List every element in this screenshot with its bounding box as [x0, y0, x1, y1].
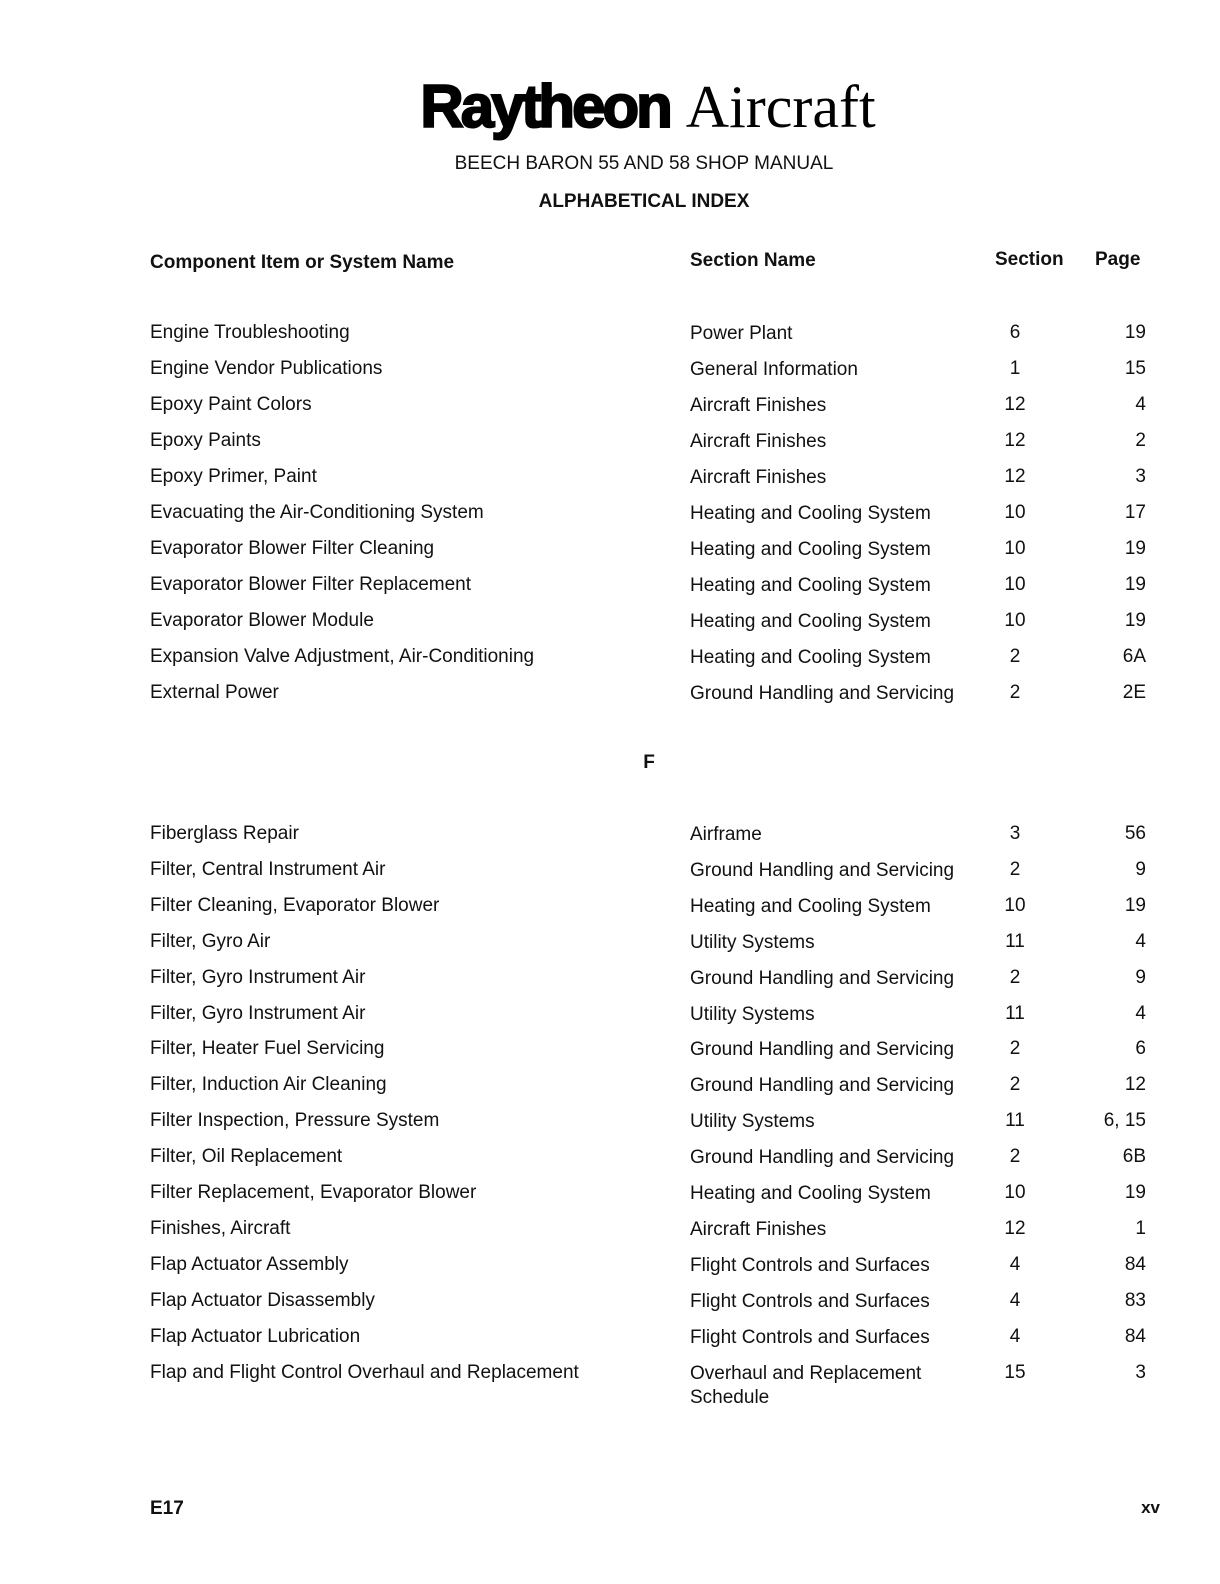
entry-page: 19	[1124, 322, 1146, 343]
entry-name: Filter, Heater Fuel Servicing	[150, 1038, 385, 1060]
entry-section-name: Airframe	[690, 824, 762, 845]
column-header-section-name: Section Name	[690, 250, 816, 271]
index-row	[0, 859, 1220, 889]
index-row	[0, 430, 1220, 460]
index-row	[0, 1361, 1220, 1408]
index-row	[0, 358, 1220, 388]
entry-section-name: Aircraft Finishes	[690, 467, 827, 488]
entry-section-number: 10	[1004, 574, 1026, 595]
entry-name: Filter, Gyro Instrument Air	[150, 966, 366, 988]
entry-name: Evaporator Blower Module	[150, 610, 374, 631]
entry-section-name: Heating and Cooling System	[690, 611, 931, 632]
index-row	[0, 895, 1220, 925]
entry-name: Filter Inspection, Pressure System	[150, 1110, 440, 1132]
entry-section-number: 2	[1009, 1146, 1021, 1168]
entry-page: 6	[1135, 1038, 1146, 1060]
entry-page: 2E	[1122, 682, 1146, 703]
index-title: ALPHABETICAL INDEX	[538, 191, 750, 212]
index-row	[0, 1110, 1220, 1140]
entry-section-number: 4	[1009, 1253, 1021, 1275]
entry-name: Filter Cleaning, Evaporator Blower	[150, 894, 440, 916]
entry-section-number: 4	[1009, 1325, 1021, 1347]
entry-name: Fiberglass Repair	[150, 823, 299, 844]
entry-name: Engine Troubleshooting	[150, 322, 350, 343]
entry-name: Evaporator Blower Filter Replacement	[150, 574, 472, 595]
entry-section-name: Heating and Cooling System	[690, 647, 931, 668]
entry-section-number: 4	[1009, 1289, 1021, 1311]
entry-name: Engine Vendor Publications	[150, 358, 383, 379]
entry-section-name: Aircraft Finishes	[690, 431, 827, 452]
entry-name: Epoxy Primer, Paint	[150, 466, 317, 487]
entry-section-name: Heating and Cooling System	[690, 539, 931, 560]
entry-section-number: 11	[1005, 1002, 1025, 1024]
entry-section-number: 10	[1004, 894, 1026, 916]
index-row	[0, 502, 1220, 532]
entry-name: Evacuating the Air-Conditioning System	[150, 502, 484, 523]
entry-page: 19	[1124, 574, 1146, 595]
entry-name: Epoxy Paints	[150, 430, 261, 451]
index-row	[0, 1182, 1220, 1212]
entry-page: 84	[1124, 1325, 1146, 1347]
entry-section-number: 12	[1004, 430, 1026, 451]
entry-page: 84	[1124, 1253, 1146, 1275]
entry-section-name: Flight Controls and Surfaces	[690, 1254, 930, 1276]
letter-heading-f: F	[643, 752, 655, 773]
entry-section-number: 12	[1004, 1217, 1026, 1239]
index-row	[0, 1003, 1220, 1033]
index-row	[0, 931, 1220, 961]
index-row	[0, 1254, 1220, 1284]
entry-page: 6A	[1122, 646, 1146, 667]
entry-section-name: Utility Systems	[690, 931, 815, 953]
index-row	[0, 394, 1220, 424]
entry-section-name: Heating and Cooling System	[690, 503, 931, 524]
index-row	[0, 538, 1220, 568]
entry-name: Flap and Flight Control Overhaul and Replacement	[150, 1361, 579, 1383]
entry-page: 19	[1124, 538, 1146, 559]
logo-aircraft: Aircraft	[685, 74, 876, 140]
entry-section-name: Flight Controls and Surfaces	[690, 1290, 930, 1312]
entry-section-name: Flight Controls and Surfaces	[690, 1326, 930, 1348]
entry-page: 4	[1135, 394, 1146, 415]
entry-page: 4	[1135, 1002, 1146, 1024]
entry-section-name: Ground Handling and Servicing	[690, 859, 955, 881]
entry-section-number: 2	[1009, 682, 1021, 703]
entry-page: 19	[1124, 1182, 1146, 1203]
entry-section-name: Utility Systems	[690, 1003, 815, 1025]
entry-section-name: Heating and Cooling System	[690, 575, 931, 596]
column-header-page: Page	[1095, 249, 1141, 270]
entry-page: 6B	[1122, 1146, 1146, 1168]
entry-section-number: 15	[1004, 1361, 1026, 1383]
entry-name: Filter, Oil Replacement	[150, 1146, 343, 1168]
entry-section-number: 3	[1009, 823, 1021, 844]
entry-page: 19	[1124, 610, 1146, 631]
entry-section-number: 10	[1004, 502, 1026, 523]
entry-section-name: Heating and Cooling System	[690, 1183, 931, 1204]
entry-name: Filter, Gyro Air	[150, 930, 271, 952]
entry-section-name: Power Plant	[690, 323, 793, 344]
index-row	[0, 1038, 1220, 1068]
entry-page: 12	[1124, 1074, 1146, 1096]
entry-name: Flap Actuator Assembly	[150, 1253, 349, 1275]
entry-section-number: 2	[1009, 1074, 1021, 1096]
index-row	[0, 967, 1220, 997]
footer-code: E17	[150, 1498, 184, 1519]
entry-page: 56	[1124, 823, 1146, 844]
entry-page: 19	[1124, 894, 1146, 916]
entry-page: 9	[1135, 858, 1146, 880]
column-header-section: Section	[995, 249, 1064, 270]
entry-section-number: 2	[1009, 858, 1021, 880]
entry-section-name: Utility Systems	[690, 1111, 815, 1133]
index-row	[0, 823, 1220, 853]
entry-section-number: 2	[1009, 1038, 1021, 1060]
entry-section-number: 11	[1005, 930, 1025, 952]
raytheon-aircraft-logo	[0, 72, 1220, 142]
entry-section-name: Overhaul and Replacement Schedule	[690, 1362, 922, 1408]
entry-page: 9	[1135, 966, 1146, 988]
index-row	[0, 1326, 1220, 1356]
entry-section-name: Ground Handling and Servicing	[690, 967, 955, 989]
entry-name: Filter, Central Instrument Air	[150, 858, 386, 880]
index-row	[0, 1074, 1220, 1104]
entry-name: External Power	[150, 682, 279, 703]
entry-page: 3	[1135, 466, 1146, 487]
entry-page: 1	[1135, 1217, 1146, 1239]
entry-name: Evaporator Blower Filter Cleaning	[150, 538, 435, 559]
index-row	[0, 574, 1220, 604]
index-row	[0, 1146, 1220, 1176]
entry-section-number: 2	[1009, 966, 1021, 988]
entry-page: 4	[1135, 930, 1146, 952]
entry-page: 83	[1124, 1289, 1146, 1311]
entry-name: Filter, Gyro Instrument Air	[150, 1002, 366, 1024]
entry-section-name: Heating and Cooling System	[690, 895, 931, 917]
entry-name: Filter Replacement, Evaporator Blower	[150, 1182, 477, 1203]
entry-section-number: 12	[1004, 394, 1026, 415]
entry-page: 3	[1135, 1361, 1146, 1383]
index-row	[0, 1290, 1220, 1320]
logo-brand: Raytheon	[420, 73, 670, 140]
entry-section-name: General Information	[690, 359, 858, 380]
footer-page-number: xv	[1141, 1498, 1160, 1517]
entry-name: Expansion Valve Adjustment, Air-Conditioning	[150, 646, 535, 667]
entry-name: Epoxy Paint Colors	[150, 394, 312, 415]
entry-section-name: Ground Handling and Servicing	[690, 1039, 955, 1061]
entry-page: 17	[1124, 502, 1146, 523]
index-row	[0, 322, 1220, 352]
entry-section-name: Ground Handling and Servicing	[690, 1075, 955, 1097]
entry-section-number: 12	[1004, 466, 1026, 487]
entry-name: Flap Actuator Lubrication	[150, 1325, 361, 1347]
entry-section-name: Aircraft Finishes	[690, 395, 827, 416]
entry-page: 6, 15	[1103, 1110, 1146, 1132]
entry-name: Filter, Induction Air Cleaning	[150, 1074, 387, 1096]
entry-section-number: 1	[1009, 358, 1021, 379]
entry-section-name: Ground Handling and Servicing	[690, 683, 955, 704]
index-row	[0, 1218, 1220, 1248]
index-row	[0, 466, 1220, 496]
entry-section-number: 10	[1004, 538, 1026, 559]
entry-section-number: 2	[1009, 646, 1021, 667]
entry-name: Finishes, Aircraft	[150, 1217, 291, 1239]
entry-page: 15	[1124, 358, 1146, 379]
entry-section-name: Aircraft Finishes	[690, 1218, 827, 1240]
entry-section-number: 10	[1004, 1182, 1026, 1203]
entry-section-number: 10	[1004, 610, 1026, 631]
index-row	[0, 646, 1220, 676]
entry-section-number: 6	[1009, 322, 1021, 343]
index-row	[0, 682, 1220, 712]
entry-section-number: 11	[1005, 1110, 1025, 1132]
entry-section-name: Ground Handling and Servicing	[690, 1147, 955, 1169]
entry-name: Flap Actuator Disassembly	[150, 1289, 375, 1311]
manual-subtitle: BEECH BARON 55 AND 58 SHOP MANUAL	[454, 153, 834, 174]
entry-page: 2	[1135, 430, 1146, 451]
column-header-name: Component Item or System Name	[150, 252, 455, 273]
index-row	[0, 610, 1220, 640]
